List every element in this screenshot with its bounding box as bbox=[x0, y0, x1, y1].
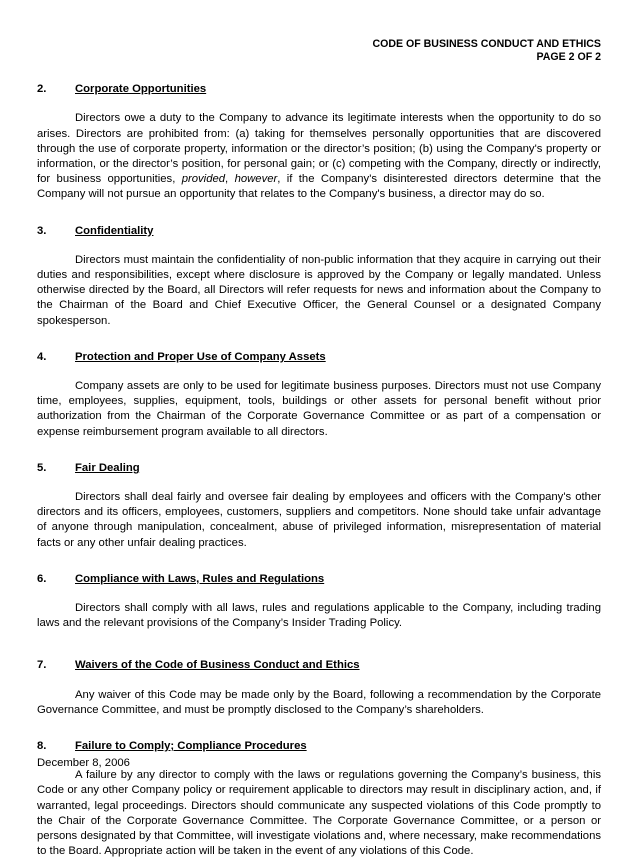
paragraph-text: , if the Company's disinterested directors determine that the Company will not pursue an opportunity that relates to the Company's business, a director may do so. bbox=[37, 173, 602, 201]
section-confidentiality bbox=[37, 224, 601, 329]
section-fair-dealing bbox=[37, 461, 601, 551]
section-paragraph: A failure by any director to comply with the laws or regulations governing the Company’s business, this Code or any other Company policy or requirement applicable to directors may result in disciplinary action, and, if warranted, legal proceedings. Directors should communicate any suspected violations of this Code promptly to the Chair of the Corporate Governance Committee. The Corporate Governance Committee, or a person or persons designated by that Committee, will investigate violations and, where necessary, make recommendations to the Board. Appropriate action will be taken in the event of any violations of this Code. bbox=[37, 769, 601, 858]
emphasis-text: provided bbox=[181, 173, 226, 186]
section-paragraph: Any waiver of this Code may be made only by the Board, following a recommendation by the Corporate Governance Committee, and must be promptly disclosed to the Company’s shareholders. bbox=[37, 688, 601, 716]
section-heading bbox=[37, 350, 601, 365]
section-waivers bbox=[37, 658, 601, 718]
section-paragraph bbox=[37, 111, 601, 202]
section-number: 5. bbox=[37, 461, 47, 474]
section-heading bbox=[37, 658, 601, 673]
paragraph-text: Directors owe a duty to the Company to advance its legitimate interests when the opportunity to do so arises. Directors are prohibited from: (a) taking for themselves personally opportunities that are discovered through the use of corporate property, information or the director’s position; (b) using the Company's property or information, or the director’s position, for personal gain; or (c) competing with the Company, directly or indirectly, for business opportunities, bbox=[37, 112, 601, 186]
section-number: 7. bbox=[37, 659, 47, 672]
section-compliance-laws bbox=[37, 572, 601, 632]
section-heading bbox=[37, 82, 601, 97]
section-title: Compliance with Laws, Rules and Regulations bbox=[75, 572, 325, 585]
section-paragraph: Directors shall deal fairly and oversee fair dealing by employees and officers with the Company's other directors and its officers, employees, customers, suppliers and competitors. None should take unfair advantage of anyone through manipulation, concealment, abuse of privileged information, misrepresentation of material facts or any other unfair dealing practices. bbox=[37, 491, 601, 549]
section-paragraph: Directors must maintain the confidentiality of non-public information that they acquire in carrying out their duties and responsibilities, except where disclosure is approved by the Company or legally mandated. Unless otherwise directed by the Board, all Directors will refer requests for news and information about the Company to the Chairman of the Board and Chief Executive Officer, the General Counsel or a designated Company spokesperson. bbox=[37, 253, 601, 327]
header-page-number: PAGE 2 OF 2 bbox=[536, 50, 601, 63]
section-paragraph: Company assets are only to be used for legitimate business purposes. Directors must not use Company time, employees, supplies, equipment, tools, buildings or other assets for personal benefit without prior authorization from the Chairman of the Corporate Governance Committee or as part of a compensation or expense reimbursement program available to all directors. bbox=[37, 380, 601, 438]
section-number: 4. bbox=[37, 350, 47, 363]
section-title: Protection and Proper Use of Company Assets bbox=[75, 350, 326, 363]
section-number: 3. bbox=[37, 224, 47, 237]
header-title: CODE OF BUSINESS CONDUCT AND ETHICS bbox=[372, 38, 601, 50]
section-title: Corporate Opportunities bbox=[75, 83, 207, 96]
section-heading bbox=[37, 461, 601, 476]
emphasis-text: however bbox=[234, 173, 278, 186]
footer-date: December 8, 2006 bbox=[37, 757, 130, 769]
section-title: Confidentiality bbox=[75, 224, 154, 237]
section-number: 2. bbox=[37, 83, 47, 96]
section-heading bbox=[37, 739, 601, 754]
section-title: Failure to Comply; Compliance Procedures bbox=[75, 740, 307, 753]
section-heading bbox=[37, 224, 601, 239]
document-page bbox=[37, 38, 601, 860]
section-title: Waivers of the Code of Business Conduct and Ethics bbox=[75, 659, 360, 672]
section-number: 8. bbox=[37, 740, 47, 753]
paragraph-text: , bbox=[225, 173, 235, 186]
section-number: 6. bbox=[37, 572, 47, 585]
document-header bbox=[37, 38, 601, 63]
section-company-assets bbox=[37, 350, 601, 440]
section-paragraph: Directors shall comply with all laws, rules and regulations applicable to the Company, including trading laws and the relevant provisions of the Company’s Insider Trading Policy. bbox=[37, 602, 601, 630]
section-title: Fair Dealing bbox=[75, 461, 140, 474]
section-heading bbox=[37, 572, 601, 587]
section-corporate-opportunities bbox=[37, 82, 601, 202]
